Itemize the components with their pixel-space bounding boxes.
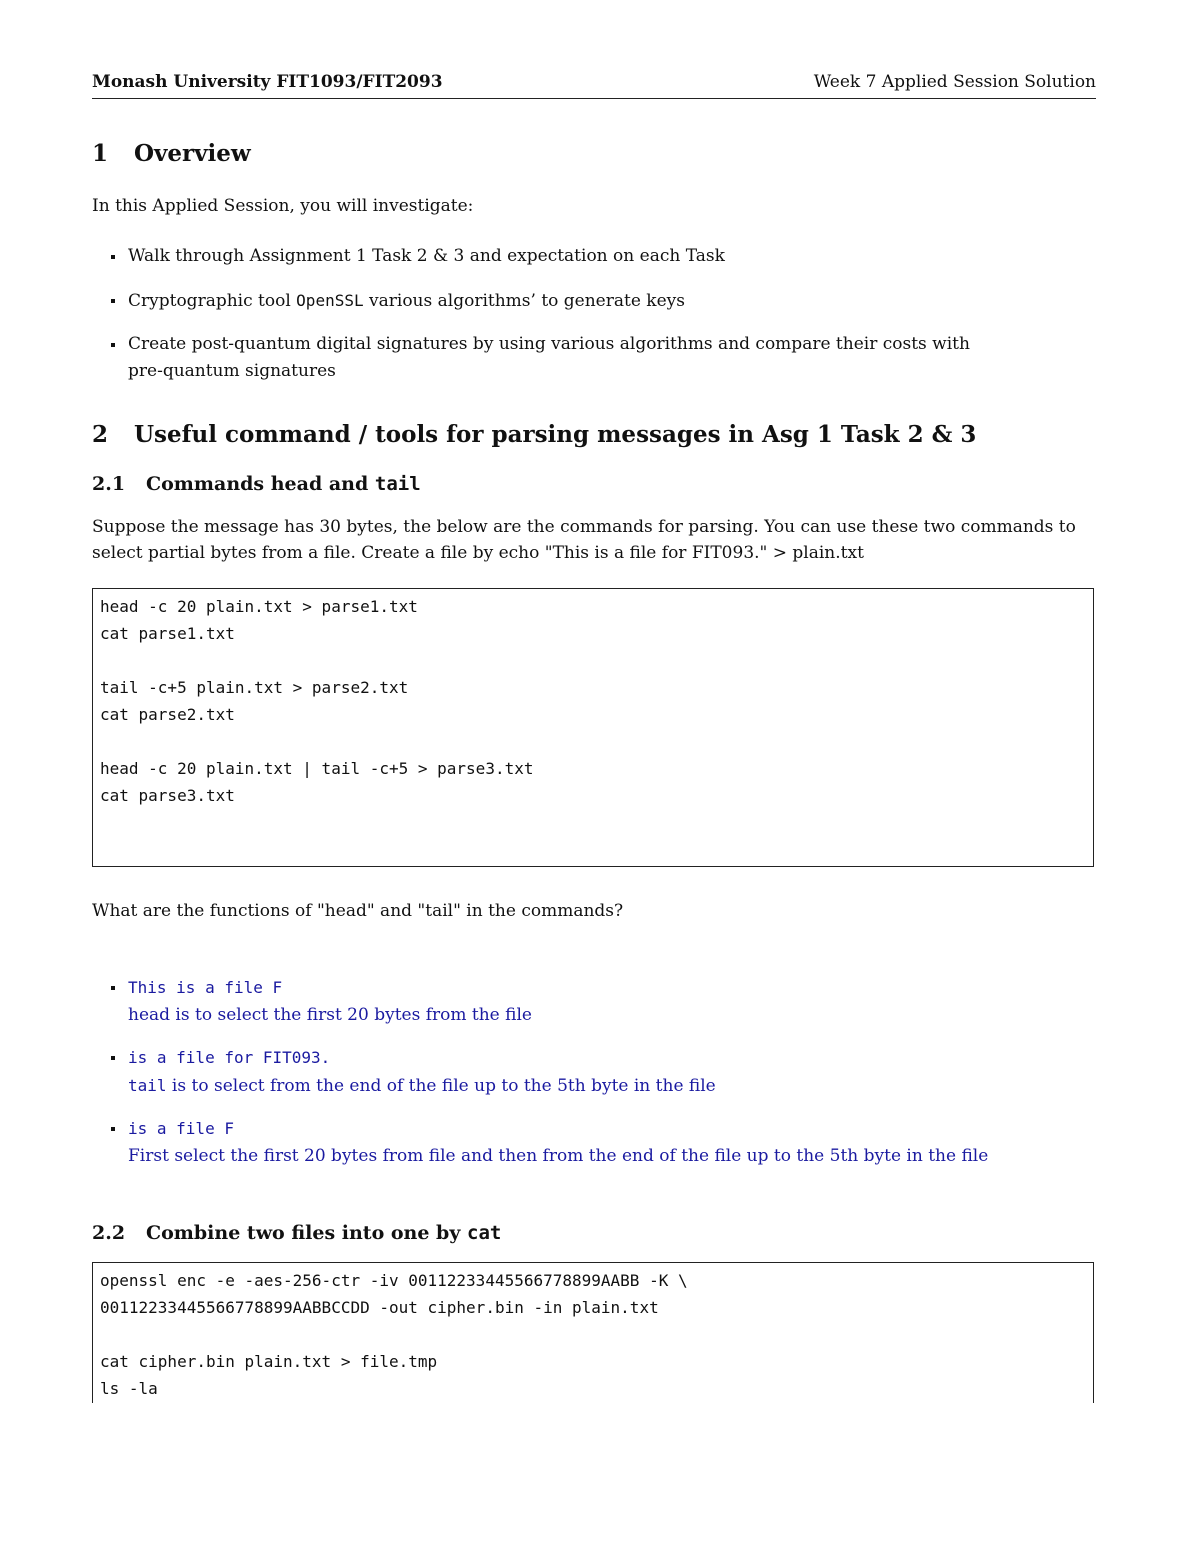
answer-item [128,974,1048,1029]
code-line: cat parse1.txt [100,624,235,643]
code-line: tail -c+5 plain.txt > parse2.txt [100,678,409,697]
subsection-number: 2.2 [92,1222,126,1244]
inline-code: cat [467,1222,502,1244]
answer-output: This is a file F [128,978,283,997]
section-number: 2 [92,421,109,448]
answer-item [128,1044,1048,1100]
inline-code: tail [128,1076,167,1095]
code-line [100,647,1086,674]
code-block-parsing [92,588,1094,867]
code-line: cat parse3.txt [100,786,235,805]
list-item: Cryptographic tool OpenSSL various algorithms’ to generate keys [128,287,1048,315]
section-2-heading [92,421,976,448]
question-text: What are the functions of "head" and "tail" in the commands? [92,901,624,921]
answer-output: is a file for FIT093. [128,1048,331,1067]
header-session: Week 7 Applied Session Solution [813,72,1096,92]
code-line: cat parse2.txt [100,705,235,724]
code-line: cat cipher.bin plain.txt > file.tmp [100,1352,438,1371]
code-line: head -c 20 plain.txt > parse1.txt [100,597,418,616]
answer-item [128,1115,1048,1170]
code-line: openssl enc -e -aes-256-ctr -iv 00112233445566778899AABB -K \ [100,1271,688,1290]
list-item: Walk through Assignment 1 Task 2 & 3 and expectation on each Task [128,243,1048,270]
code-line: 00112233445566778899AABBCCDD -out cipher.bin -in plain.txt [100,1298,659,1317]
subsection-2-1-heading: 2.1 Commands head and tail [92,473,421,495]
code-line: head -c 20 plain.txt | tail -c+5 > parse3.txt [100,759,534,778]
parsing-paragraph: Suppose the message has 30 bytes, the below are the commands for parsing. You can use these two commands to select partial bytes from a file. Create a file by echo "This is a file for FIT093." > plain.txt [92,517,1076,563]
page-header [92,70,1096,99]
subsection-number: 2.1 [92,473,126,495]
section-number: 1 [92,140,109,167]
subsection-2-2-heading: 2.2 Combine two files into one by cat [92,1222,502,1244]
section-title: Overview [134,140,251,167]
code-line: ls -la [100,1379,158,1398]
list-item: Create post-quantum digital signatures by using various algorithms and compare their costs with pre-quantum signatures [128,331,1008,385]
code-line [100,1321,1086,1348]
section-1-heading [92,140,251,167]
answer-explanation: head is to select the first 20 bytes from the file [128,1005,532,1025]
code-block-cat [92,1262,1094,1403]
answer-explanation: tail is to select from the end of the file up to the 5th byte in the file [128,1076,716,1096]
overview-intro: In this Applied Session, you will investigate: [92,196,474,216]
inline-code: OpenSSL [296,291,364,310]
answer-output: is a file F [128,1119,234,1138]
header-course: Monash University FIT1093/FIT2093 [92,72,443,92]
section-title: Useful command / tools for parsing messages in Asg 1 Task 2 & 3 [134,421,977,448]
inline-code: tail [374,473,421,495]
code-line [100,728,1086,755]
answer-explanation: First select the first 20 bytes from file and then from the end of the file up to the 5th byte in the file [128,1146,989,1166]
